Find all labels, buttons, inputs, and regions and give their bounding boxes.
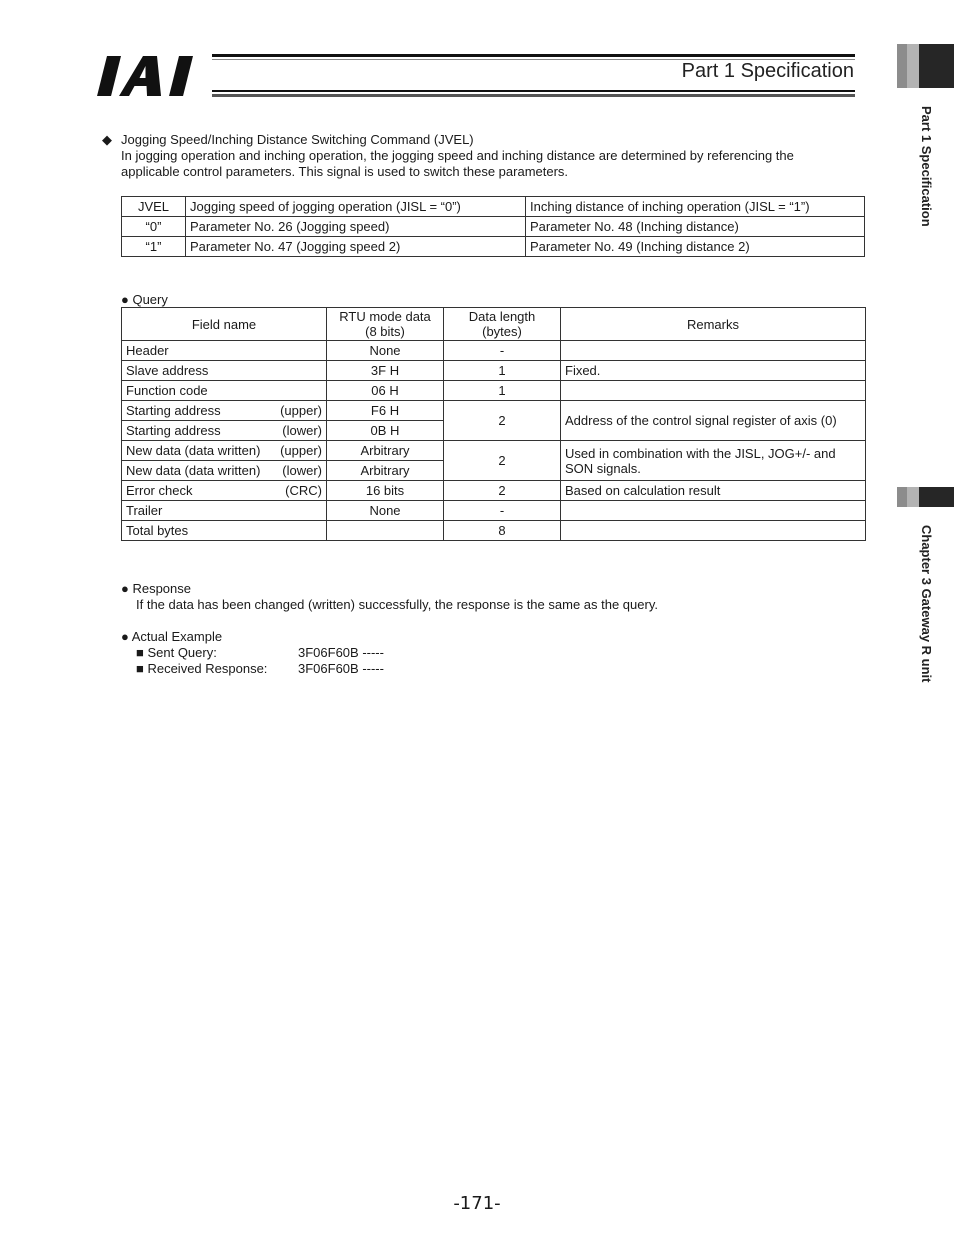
side-part-label: Part 1 Specification	[919, 106, 934, 227]
remarks	[561, 341, 866, 361]
length-value: 2	[444, 481, 561, 501]
received-response-value: 3F06F60B -----	[298, 661, 384, 676]
field-name-text: Starting address	[126, 423, 221, 438]
remarks: Fixed.	[561, 361, 866, 381]
remarks-line: Used in combination with the JISL, JOG+/- and	[565, 445, 836, 461]
table-row	[122, 381, 866, 401]
field-name: Total bytes	[122, 521, 327, 541]
table-cell: “0”	[122, 217, 186, 237]
response-text: If the data has been changed (written) successfully, the response is the same as the query.	[136, 597, 658, 612]
example-label: ● Actual Example	[121, 629, 223, 644]
side-tab-block	[919, 487, 954, 507]
header-field-name: Field name	[122, 308, 327, 341]
response-label: ● Response	[121, 581, 192, 596]
page-number: -171-	[453, 1193, 501, 1214]
rtu-value: F6 H	[327, 401, 444, 421]
side-tab-stripe-light	[907, 44, 919, 88]
jvel-description: applicable control parameters. This signal is used to switch these parameters.	[121, 164, 569, 179]
length-value: 2	[444, 441, 561, 481]
table-row	[122, 197, 865, 217]
table-cell: Parameter No. 26 (Jogging speed)	[186, 217, 526, 237]
length-value: 1	[444, 361, 561, 381]
query-table	[121, 307, 866, 541]
table-row	[122, 501, 866, 521]
received-response-label: ■ Received Response:	[136, 661, 268, 676]
table-cell: Inching distance of inching operation (JISL = “1”)	[526, 197, 865, 217]
rtu-value: 06 H	[327, 381, 444, 401]
jvel-title: Jogging Speed/Inching Distance Switching Command (JVEL)	[121, 132, 474, 147]
length-value: -	[444, 501, 561, 521]
table-cell: “1”	[122, 237, 186, 257]
field-name	[122, 481, 327, 501]
field-qualifier: (lower)	[282, 423, 322, 438]
table-cell: Parameter No. 47 (Jogging speed 2)	[186, 237, 526, 257]
rtu-value: 16 bits	[327, 481, 444, 501]
table-row	[122, 237, 865, 257]
field-name-text: New data (data written)	[126, 463, 261, 478]
remarks	[561, 441, 866, 481]
field-name-text: New data (data written)	[126, 443, 261, 458]
field-name	[122, 461, 327, 481]
table-row	[122, 481, 866, 501]
side-tab-stripe-light	[907, 487, 919, 507]
length-value: 2	[444, 401, 561, 441]
sent-query-value: 3F06F60B -----	[298, 645, 384, 660]
table-row	[122, 401, 866, 421]
table-row	[122, 521, 866, 541]
field-qualifier: (lower)	[282, 463, 322, 478]
query-label: ● Query	[121, 292, 168, 307]
side-tab-stripe	[897, 487, 907, 507]
field-name	[122, 441, 327, 461]
rtu-value: 3F H	[327, 361, 444, 381]
jvel-description: In jogging operation and inching operation, the jogging speed and inching distance are determined by referencing the	[121, 148, 794, 163]
field-qualifier: (CRC)	[285, 483, 322, 498]
field-name: Header	[122, 341, 327, 361]
rtu-value	[327, 521, 444, 541]
header-rtu-line: (8 bits)	[365, 324, 405, 339]
field-name: Slave address	[122, 361, 327, 381]
side-chapter-label: Chapter 3 Gateway R unit	[919, 525, 934, 683]
table-cell: JVEL	[122, 197, 186, 217]
length-value: 8	[444, 521, 561, 541]
length-value: 1	[444, 381, 561, 401]
table-cell: Parameter No. 49 (Inching distance 2)	[526, 237, 865, 257]
remarks-line: SON signals.	[565, 460, 641, 476]
side-tab-stripe	[897, 44, 907, 88]
header-length-line: Data length	[468, 309, 536, 324]
table-row	[122, 217, 865, 237]
field-name: Trailer	[122, 501, 327, 521]
field-qualifier: (upper)	[280, 403, 322, 418]
length-value: -	[444, 341, 561, 361]
field-name	[122, 401, 327, 421]
remarks	[561, 521, 866, 541]
table-row	[122, 441, 866, 461]
remarks: Address of the control signal register of axis (0)	[561, 401, 866, 441]
header-remarks: Remarks	[561, 308, 866, 341]
table-row	[122, 361, 866, 381]
header-rtu	[327, 308, 444, 341]
remarks	[561, 381, 866, 401]
field-qualifier: (upper)	[280, 443, 322, 458]
header-length-line: (bytes)	[482, 324, 522, 339]
sent-query-label: ■ Sent Query:	[136, 645, 217, 660]
header-length	[444, 308, 561, 341]
iai-logo	[96, 52, 216, 100]
rtu-value: None	[327, 341, 444, 361]
table-cell: Jogging speed of jogging operation (JISL = “0”)	[186, 197, 526, 217]
table-row	[122, 341, 866, 361]
field-name: Function code	[122, 381, 327, 401]
table-header-row	[122, 308, 866, 341]
header-rtu-line: RTU mode data	[339, 309, 431, 324]
remarks	[561, 501, 866, 521]
rtu-value: None	[327, 501, 444, 521]
rtu-value: Arbitrary	[327, 461, 444, 481]
jvel-table	[121, 196, 865, 257]
rtu-value: Arbitrary	[327, 441, 444, 461]
rtu-value: 0B H	[327, 421, 444, 441]
field-name-text: Starting address	[126, 403, 221, 418]
jvel-bullet: ◆	[102, 132, 112, 147]
page-title: Part 1 Specification	[681, 60, 854, 82]
side-tab-block	[919, 44, 954, 88]
field-name	[122, 421, 327, 441]
table-cell: Parameter No. 48 (Inching distance)	[526, 217, 865, 237]
remarks: Based on calculation result	[561, 481, 866, 501]
field-name-text: Error check	[126, 483, 193, 498]
